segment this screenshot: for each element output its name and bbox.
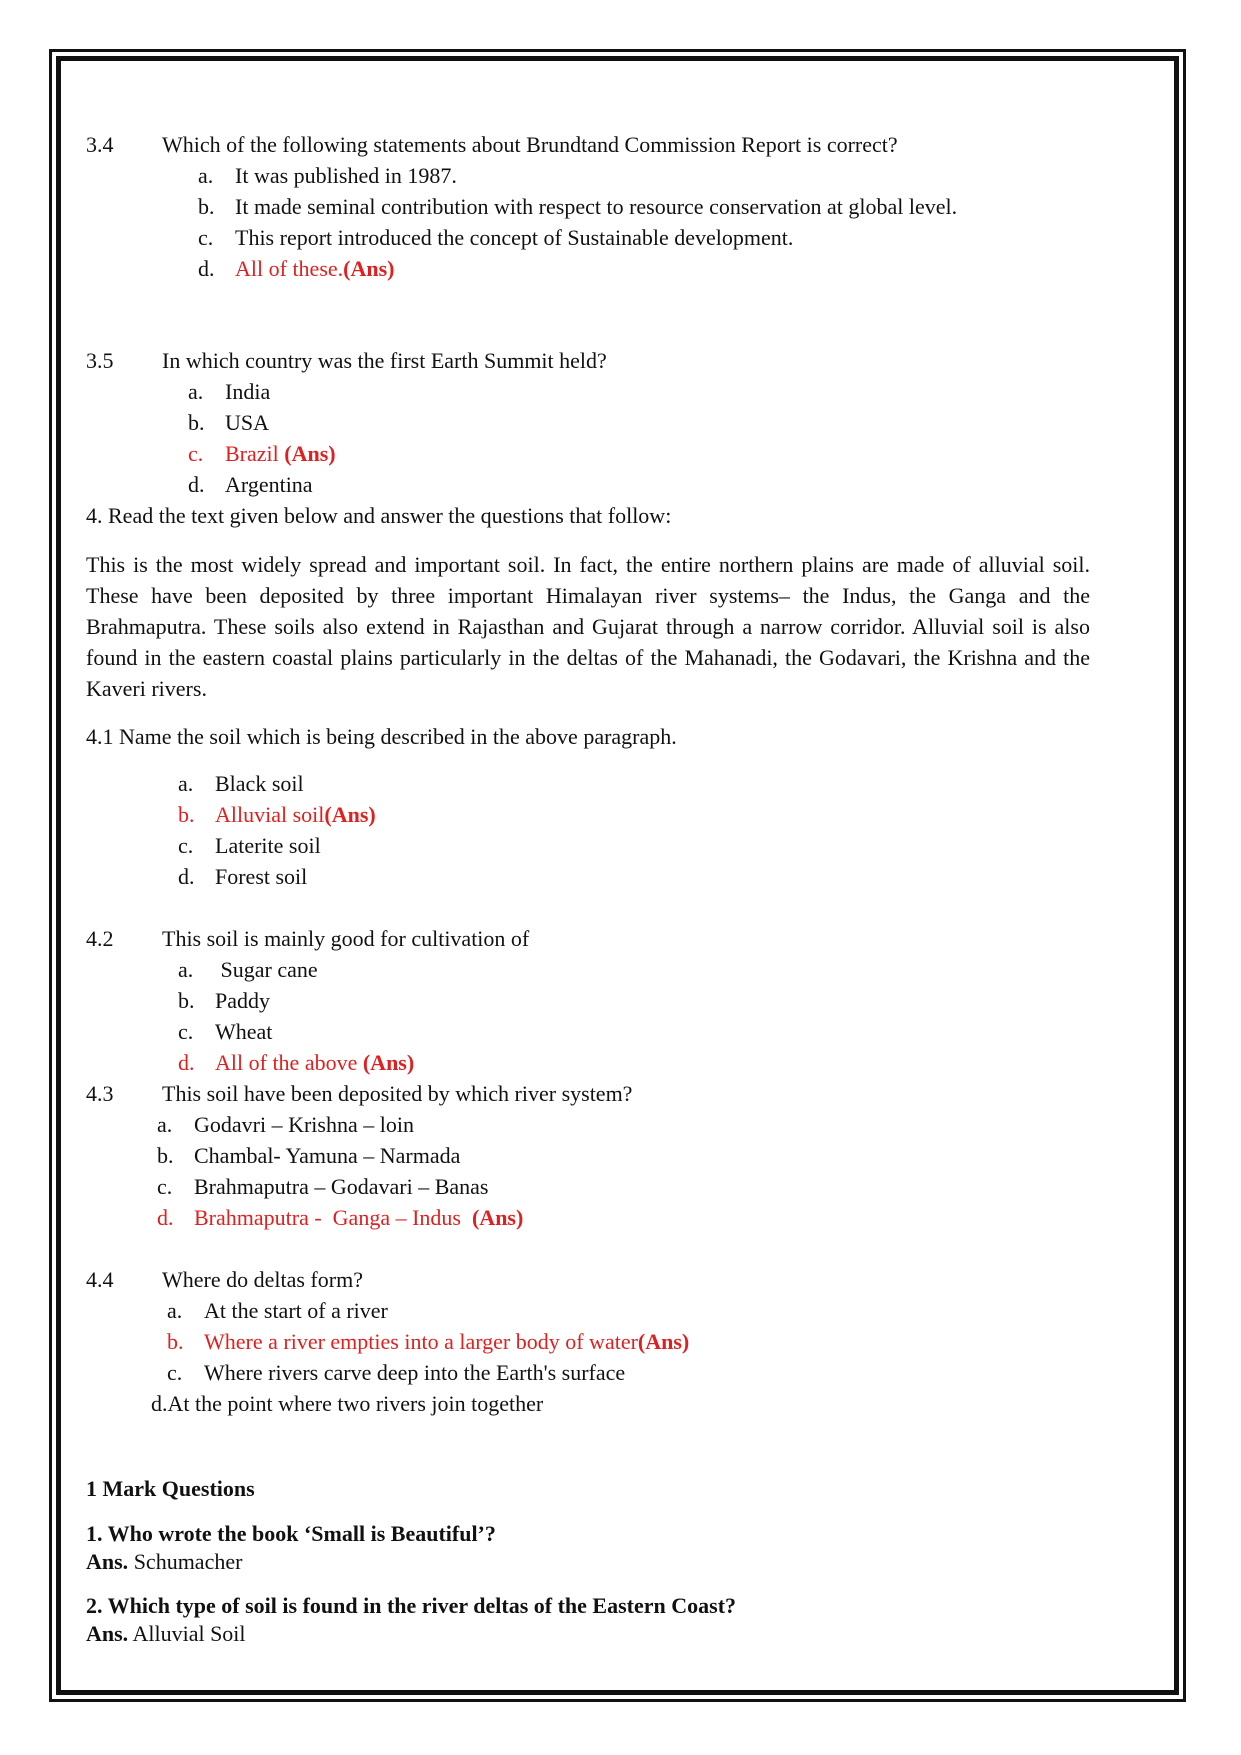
option-b: b. Paddy	[178, 988, 270, 1013]
option-b-answer: b. Alluvial soil(Ans)	[178, 802, 376, 827]
question-number: 3.4	[86, 132, 114, 157]
question-text: Where do deltas form?	[162, 1267, 363, 1292]
question-4-2	[86, 925, 529, 953]
option-a: a. Black soil	[178, 771, 304, 796]
question-number: 4.4	[86, 1267, 114, 1292]
one-mark-answer-1: Ans. Schumacher	[86, 1549, 243, 1574]
answer-marker: (Ans)	[471, 1205, 524, 1230]
option-d: d. Forest soil	[178, 864, 308, 889]
question-text: Which of the following statements about Brundtand Commission Report is correct?	[162, 132, 898, 157]
passage: This is the most widely spread and important soil. In fact, the entire northern plains are made of alluvial soil. These have been deposited by three important Himalayan river systems– the Indus, the Ganga and the Brahmaputra. These soils also extend in Rajasthan and Gujarat through a narrow corridor. Alluvial soil is also found in the eastern coastal plains particularly in the deltas of the Mahanadi, the Godavari, the Krishna and the Kaveri rivers.	[86, 552, 1090, 701]
option-d-answer: d. All of the above (Ans)	[178, 1050, 415, 1075]
option-a: a. India	[188, 379, 271, 404]
option-a: a. It was published in 1987.	[198, 163, 457, 188]
question-number: 4.3	[86, 1081, 114, 1106]
section-heading: 1 Mark Questions	[86, 1476, 255, 1501]
one-mark-question-2: 2. Which type of soil is found in the river deltas of the Eastern Coast?	[86, 1593, 737, 1618]
option-d-answer: d. Brahmaputra - Ganga – Indus (Ans)	[157, 1205, 524, 1230]
option-d: d.At the point where two rivers join together	[151, 1391, 544, 1416]
option-c: c. This report introduced the concept of Sustainable development.	[198, 225, 794, 250]
option-b: b. Chambal- Yamuna – Narmada	[157, 1143, 461, 1168]
one-mark-question-1: 1. Who wrote the book ‘Small is Beautiful’?	[86, 1521, 496, 1546]
question-number: 4.2	[86, 926, 114, 951]
question-text: In which country was the first Earth Summit held?	[162, 348, 607, 373]
option-a: a. Godavri – Krishna – loin	[157, 1112, 414, 1137]
option-c-answer: c. Brazil (Ans)	[188, 441, 336, 466]
option-b-answer: b. Where a river empties into a larger body of water(Ans)	[167, 1329, 690, 1354]
option-c: c. Wheat	[178, 1019, 273, 1044]
option-c: c. Where rivers carve deep into the Earth's surface	[167, 1360, 626, 1385]
answer-marker: (Ans)	[343, 256, 395, 281]
question-3-5	[86, 347, 607, 375]
option-a: a. At the start of a river	[167, 1298, 388, 1323]
option-b: b. It made seminal contribution with respect to resource conservation at global level.	[198, 194, 958, 219]
question-text: This soil have been deposited by which river system?	[162, 1081, 633, 1106]
question-3-4	[86, 131, 898, 159]
option-c: c. Laterite soil	[178, 833, 321, 858]
option-a: a. Sugar cane	[178, 957, 318, 982]
question-text: This soil is mainly good for cultivation of	[162, 926, 530, 951]
question-number: 3.5	[86, 348, 114, 373]
option-d-answer: d. All of these.(Ans)	[198, 256, 395, 281]
question-4-3	[86, 1080, 632, 1108]
answer-marker: (Ans)	[284, 441, 336, 466]
question-4-1: 4.1 Name the soil which is being described in the above paragraph.	[86, 724, 677, 749]
option-d: d. Argentina	[188, 472, 313, 497]
option-c: c. Brahmaputra – Godavari – Banas	[157, 1174, 489, 1199]
answer-marker: (Ans)	[324, 802, 376, 827]
question-4-heading: 4. Read the text given below and answer the questions that follow:	[86, 503, 672, 528]
option-b: b. USA	[188, 410, 270, 435]
one-mark-answer-2: Ans. Alluvial Soil	[86, 1621, 246, 1646]
answer-marker: (Ans)	[637, 1329, 690, 1354]
answer-marker: (Ans)	[362, 1050, 415, 1075]
question-4-4	[86, 1266, 363, 1294]
